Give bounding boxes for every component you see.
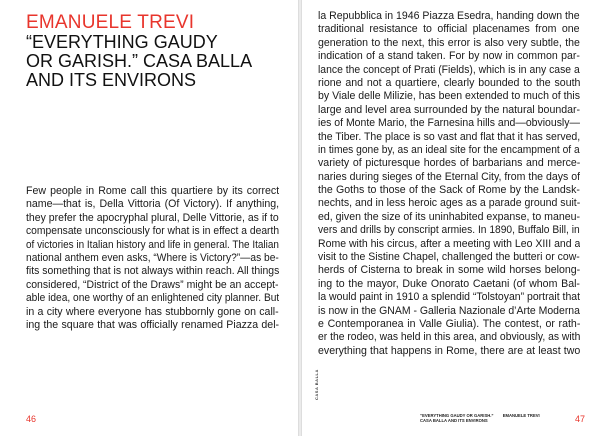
text-line: generation to the next, this error is also very subtle, the (318, 36, 580, 49)
spine-label: CASA BALLA (314, 369, 319, 400)
text-line: considered, “District of the Draws” might be an accept- (26, 278, 279, 291)
text-line: la Repubblica in 1946 Piazza Esedra, handing down the (318, 10, 580, 22)
right-page (302, 0, 600, 436)
chapter-title-line: “EVERYTHING GAUDY (26, 32, 218, 52)
text-line: traditional resistance to official placenames from one (318, 23, 580, 36)
running-head-author: EMANUELE TREVI (502, 413, 540, 418)
text-line: by Viale delle Milizie, has been extended to much of this (318, 90, 580, 103)
text-line: in a city where everyone has stubbornly gone on call- (26, 305, 279, 318)
text-line: lance the concept of Prati (Fields), which is in any case a (318, 63, 580, 76)
left-page (0, 0, 298, 436)
text-line: ing the square that was officially renamed Piazza del- (26, 318, 279, 331)
chapter-title-line: OR GARISH.” CASA BALLA (26, 51, 253, 71)
text-line: of victories in Italian history and life in general. The Italian (26, 238, 279, 251)
author-name: EMANUELE TREVI (26, 12, 195, 33)
left-body-text (26, 185, 279, 332)
text-line: er the rodeo, was held in this area, and obviously, as with (318, 331, 580, 344)
text-line: large and level area surrounded by the natural boundar- (318, 103, 580, 116)
text-line: Rome with his circus, after a meeting with Leo XIII and a (318, 237, 580, 250)
text-line: e Contemporanea in Valle Giulia). The contest, or rath- (318, 317, 580, 330)
text-line: the Goths to those of the Sack of Rome by the Landsk- (318, 184, 580, 197)
text-line: rione and not a quartiere, clearly bounded to the south (318, 76, 580, 89)
text-line: ed, given the size of its uninhabited expanse, to maneu- (318, 210, 580, 223)
text-line: ies of Monte Mario, the Farnesina hills and—obviously— (318, 117, 580, 130)
text-line: name—that is, Della Vittoria (Of Victory). If anything, (26, 198, 279, 211)
text-line: naries during sieges of the Eternal City, from the days of (318, 170, 580, 183)
text-line: la would paint in 1910 a splendid “Tolstoyan” portrait that (318, 291, 580, 304)
text-line: herds of Cisterna to break in some wild horses belong- (318, 264, 580, 277)
text-line: is now in the GNAM - Galleria Nazionale d’Arte Moderna (318, 304, 580, 317)
chapter-title (26, 33, 286, 90)
text-line: everything that happens in Rome, there are at least two (318, 344, 580, 357)
running-head-subtitle: CASA BALLA AND ITS ENVIRONS (420, 418, 488, 423)
text-line: Few people in Rome call this quartiere by its correct (26, 185, 279, 197)
chapter-title-line: AND ITS ENVIRONS (26, 70, 197, 90)
text-line: fits something that is not always within reach. All things (26, 265, 279, 278)
text-line: variety of picturesque hordes of barbarians and merce- (318, 157, 580, 170)
text-line: in times gone by, as an ideal site for the encampment of a (318, 143, 580, 156)
page-number-left: 46 (26, 414, 37, 424)
text-line: indication of a stand taken. For by now in common par- (318, 50, 580, 63)
text-line: able idea, one worthy of an enlightened city planner. But (26, 292, 279, 305)
text-line: compensate unconsciously for what is in effect a dearth (26, 225, 279, 238)
page-number-right: 47 (575, 414, 586, 424)
right-body-text (318, 10, 580, 358)
text-line: nechts, and in less heroic ages as a parade ground suit- (318, 197, 580, 210)
text-line: the Tiber. The place is so vast and flat that it has served, (318, 130, 580, 143)
text-line: national anthem even asks, “Where is Victory?”—as be- (26, 251, 279, 264)
text-line: visit to the Sistine Chapel, challenged the butteri or cow- (318, 251, 580, 264)
running-head (420, 413, 560, 423)
running-head-title: “EVERYTHING GAUDY OR GARISH.” (420, 413, 494, 418)
text-line: they prefer the apocryphal plural, Delle Vittorie, as if to (26, 211, 279, 224)
text-line: vers and drills by conscript armies. In 1890, Buffalo Bill, in (318, 224, 580, 237)
text-line: ing to the mayor, Duke Onorato Caetani (of whom Bal- (318, 277, 580, 290)
